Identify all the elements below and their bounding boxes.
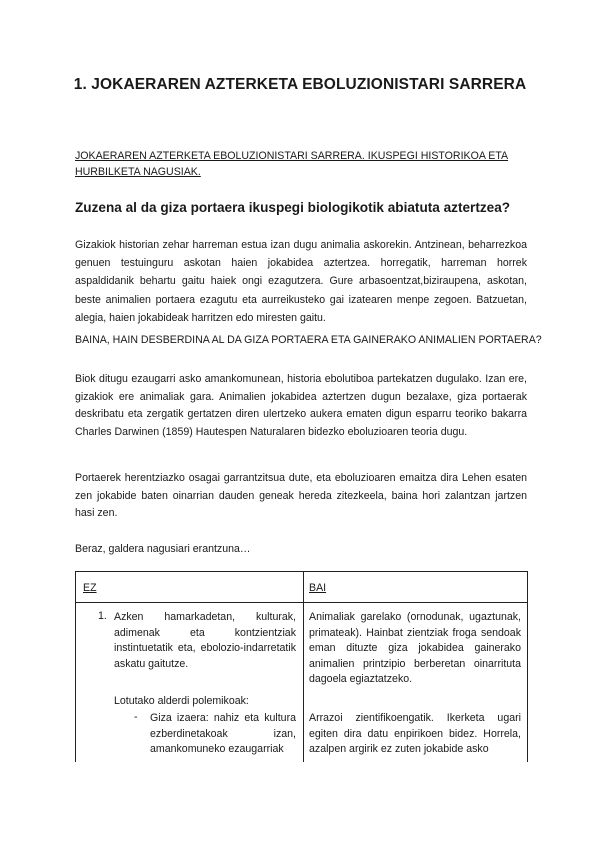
table-header-ez: EZ bbox=[83, 582, 97, 594]
bullet-dash: - bbox=[134, 711, 138, 723]
ez-related-label: Lotutako alderdi polemikoak: bbox=[114, 695, 249, 707]
bai-cell-text-2: Arrazoi zientifikoengatik. Ikerketa ugari egiten dira datu enpirikoen bidez. Horrela, azalpen argirik ez zuten jokabide asko bbox=[309, 712, 521, 755]
section-subtitle: JOKAERAREN AZTERKETA EBOLUZIONISTARI SARRERA. IKUSPEGI HISTORIKOA ETA HURBILKETA NAGUSIAK. bbox=[75, 150, 509, 178]
paragraph-intro: Gizakiok historian zehar harreman estua izan dugu animalia askorekin. Antzinean, beharrezkoa genuen testuinguru askotan haien jokabidea aztertzea. horregatik, harreman horrek aspaldidanik behartu gaitu haiek ongi ezagutzera. Gure arbasoentzat,biziraupena, askotan, beste animalien portaera ezagutu eta aurreikusteko gai izatearen menpe zegoen. Batzuetan, alegia, haien jokabideak harritzen edo miresten gaitu. bbox=[75, 239, 527, 324]
ez-bullet-text: Giza izaera: nahiz eta kultura ezberdinetakoak izan, amankomuneko ezaugarriak bbox=[150, 712, 296, 755]
list-item-number: 1. bbox=[98, 610, 107, 622]
table-header-divider bbox=[76, 602, 527, 603]
ez-cell-text: Azken hamarkadetan, kulturak, adimenak eta kontzientziak instintuetatik eta, ebolozio-indarretatik askatu gaitutze. bbox=[114, 611, 296, 670]
comparison-table bbox=[75, 571, 528, 762]
table-column-divider bbox=[303, 572, 304, 762]
bai-cell-text-1: Animaliak garelako (ornodunak, ugaztunak, primateak). Hainbat zientziak froga sendoak eman dituzte giza jokabidea gainerako animalien printzipio berberetan oinarrituta dagoela egiaztatzeko. bbox=[309, 611, 521, 685]
section-question: Zuzena al da giza portaera ikuspegi biologikotik abiatuta aztertzea? bbox=[75, 200, 511, 215]
paragraph-conclusion: Beraz, galdera nagusiari erantzuna… bbox=[75, 543, 251, 555]
table-header-bai: BAI bbox=[309, 582, 327, 594]
paragraph-heredity: Portaerek herentziazko osagai garrantzitsua dute, eta eboluzioaren emaitza dira Lehen esaten zen jokabide baten oinarrian dauden geneak hereda zitezkeela, baina hori zalantzan jartzen hasi zen. bbox=[75, 472, 527, 520]
caps-heading: BAINA, HAIN DESBERDINA AL DA GIZA PORTAERA ETA GAINERAKO ANIMALIEN PORTAERA? bbox=[75, 334, 542, 346]
paragraph-shared-traits: Biok ditugu ezaugarri asko amankomunean, historia ebolutiboa partekatzen dugulako. Izan ere, gizakiok ere animaliak gara. Animalien jokabidea aztertzen dugun bezalaxe, giza portaerak deskribatu eta zergatik gertatzen diren ulertzeko aukera ematen digun esparru teoriko bakarra Charles Darwinen (1859) Hautespen Naturalaren bidezko eboluzioaren teoria dugu. bbox=[75, 373, 527, 439]
document-title: 1. JOKAERAREN AZTERKETA EBOLUZIONISTARI SARRERA bbox=[73, 76, 527, 93]
